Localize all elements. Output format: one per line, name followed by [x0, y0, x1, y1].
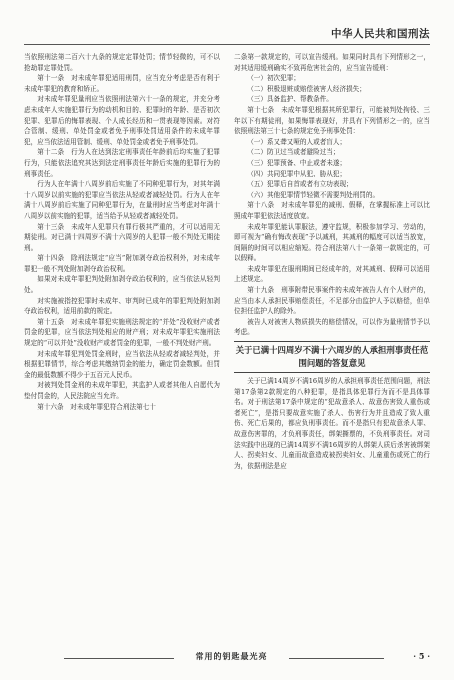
paragraph: 第十一条 对未成年罪犯适用刑罚，应当充分考虑是否有利于未成年罪犯的教育和矫正。 — [24, 74, 220, 93]
paragraph: 第十九条 刑事附带民事案件的未成年被告人有个人财产的，应当由本人承担民事赔偿责任，不足部分由监护人予以赔偿，但单位担任监护人的除外。 — [234, 286, 430, 316]
paragraph: （二）积极退赃或赔偿被害人经济损失； — [247, 84, 366, 93]
footer-rule-right — [289, 658, 384, 659]
paragraph: 第十三条 未成年人犯罪只有罪行极其严重的，才可以适用无期徒刑。对已满十四周岁不满十六周岁的人犯罪一般不判处无期徒刑。 — [24, 222, 220, 252]
paragraph: 行为人在年满十八周岁前后实施了不同种犯罪行为，对其年满十八周岁以前实施的犯罪应当依法从轻或者减轻处罚。行为人在年满十八周岁前后实施了同种犯罪行为，在量刑时应当考虑对年满十八周岁以前实施的犯罪，适当给予从轻或者减轻处罚。 — [24, 180, 220, 220]
two-column-body — [24, 52, 430, 642]
running-header-title: 中华人民共和国刑法 — [331, 28, 430, 40]
paragraph: 第十二条 行为人在达到法定刑事责任年龄前后均实施了犯罪行为，只能依法追究其达到法定刑事责任年龄后实施的犯罪行为的刑事责任。 — [24, 148, 220, 178]
paragraph: 第十五条 对未成年罪犯实施刑法规定的“并处”没收财产或者罚金的犯罪，应当依法判处相应的财产刑；对未成年罪犯实施刑法规定的“可以并处”没收财产或者罚金的犯罪，一般不判处财产刑。 — [24, 317, 220, 348]
paragraph: 未成年罪犯能认罪服法，遵守监规，积极参加学习、劳动的，即可视为“确有悔改表现”予以减刑，其减刑的幅度可以适当放宽，间隔的时间可以相应缩短。符合刑法第八十一条第一款规定的，可以假释。 — [234, 222, 430, 263]
paragraph: 对未成年罪犯判处罚金刑时，应当依法从轻或者减轻判处，并根据犯罪情节，综合考虑其缴纳罚金的能力，确定罚金数额。但罚金的最低数额不得少于五百元人民币。 — [24, 349, 220, 379]
page-number: · 5 · — [413, 651, 430, 661]
right-column-lower — [234, 376, 430, 471]
paragraph: 二条第一款规定的，可以宣告缓刑。如果同时具有下列情形之一，对其适用缓刑确实不致再危害社会的，应当宣告缓刑： — [234, 53, 430, 72]
paragraph: 第十七条 未成年罪犯根据其所犯罪行，可能被判处拘役、三年以下有期徒刑，如果悔罪表现好，并具有下列情形之一的，应当依照刑法第三十七条的规定免予刑事处罚： — [234, 105, 430, 136]
paragraph: （四）共同犯罪中从犯、胁从犯； — [247, 169, 347, 178]
paragraph: 对未成年罪犯量刑应当依照刑法第六十一条的规定，并充分考虑未成年人实施犯罪行为的动机和目的、犯罪时的年龄、是否初次犯罪、犯罪后的悔罪表现、个人成长经历和一贯表现等因素。对符合管制、缓刑、单处罚金或者免予刑事处罚适用条件的未成年罪犯，应当依法适用管制、缓刑、单处罚金或者免予刑事处罚。 — [24, 95, 220, 146]
paragraph: （一）初次犯罪； — [247, 74, 300, 83]
footer-rule-left — [64, 658, 174, 659]
paragraph: （一）系又聋又哑的人或者盲人； — [247, 137, 347, 146]
paragraph: （六）其他犯罪情节轻微不需要判处刑罚的。 — [247, 190, 380, 199]
paragraph: （三）具备监护、帮教条件。 — [247, 95, 333, 104]
paragraph: 当依照刑法第二百六十九条的规定定罪处罚；情节轻微的，可不以抢劫罪定罪处罚。 — [24, 53, 220, 72]
paragraph: （三）犯罪预备、中止或者未遂； — [247, 158, 347, 167]
paragraph: 如果对未成年罪犯判处附加剥夺政治权利的，应当依法从轻判处。 — [24, 275, 220, 295]
paragraph: 被告人对被害人物质损失的赔偿情况，可以作为量刑情节予以考虑。 — [234, 317, 430, 337]
paragraph: 第十六条 对未成年罪犯符合刑法第七十 — [37, 402, 156, 411]
paragraph: 第十八条 对未成年罪犯的减刑、假释，在掌握标准上可以比照成年罪犯依法适度放宽。 — [234, 201, 430, 220]
page-footer — [24, 651, 430, 665]
left-column — [24, 52, 220, 642]
paragraph: （二）防卫过当或者避险过当； — [247, 148, 340, 157]
section-heading: 关于已满十四周岁不满十六周岁的人承担刑事责任范围问题的答复意见 — [234, 341, 430, 373]
paragraph: 第十四条 除刑法规定“应当”附加剥夺政治权利外，对未成年罪犯一般不判处附加剥夺政治权利。 — [24, 254, 220, 273]
paragraph: （五）犯罪后自首或者有立功表现； — [247, 180, 353, 189]
paragraph: 对实施被指控犯罪时未成年、审判时已成年的罪犯判处附加剥夺政治权利，适用前款的规定。 — [24, 296, 220, 316]
paragraph: 对被判处罚金刑的未成年罪犯，其监护人或者其他人自愿代为垫付罚金的，人民法院应当允许。 — [24, 381, 220, 400]
footer-slogan: 常用的钥匙最光亮 — [195, 651, 268, 661]
right-column — [234, 52, 430, 642]
right-column-upper — [234, 52, 430, 338]
paragraph: 关于已满14周岁不满16周岁的人承担刑事责任范围问题，刑法第17条第2款规定的八种犯罪，是指具体犯罪行为而不是具体罪名。对于刑法第17条中规定的“犯故意杀人、故意伤害致人重伤或者死亡”，是指只要故意实施了杀人、伤害行为并且造成了致人重伤、死亡后果的，都应负刑事责任。而不是指只有犯故意杀人罪、故意伤害罪的，才负刑事责任，绑架撕票的，不负刑事责任。对司法实践中出现的已满14周岁不满16周岁的人绑架人质后杀害被绑架人、拐卖妇女、儿童而故意造成被拐卖妇女、儿童重伤或死亡的行为，依据刑法是应 — [234, 377, 430, 470]
page-header — [24, 22, 430, 45]
paragraph: 未成年罪犯在服刑期间已经成年的，对其减刑、假释可以适用上述规定。 — [234, 264, 430, 284]
